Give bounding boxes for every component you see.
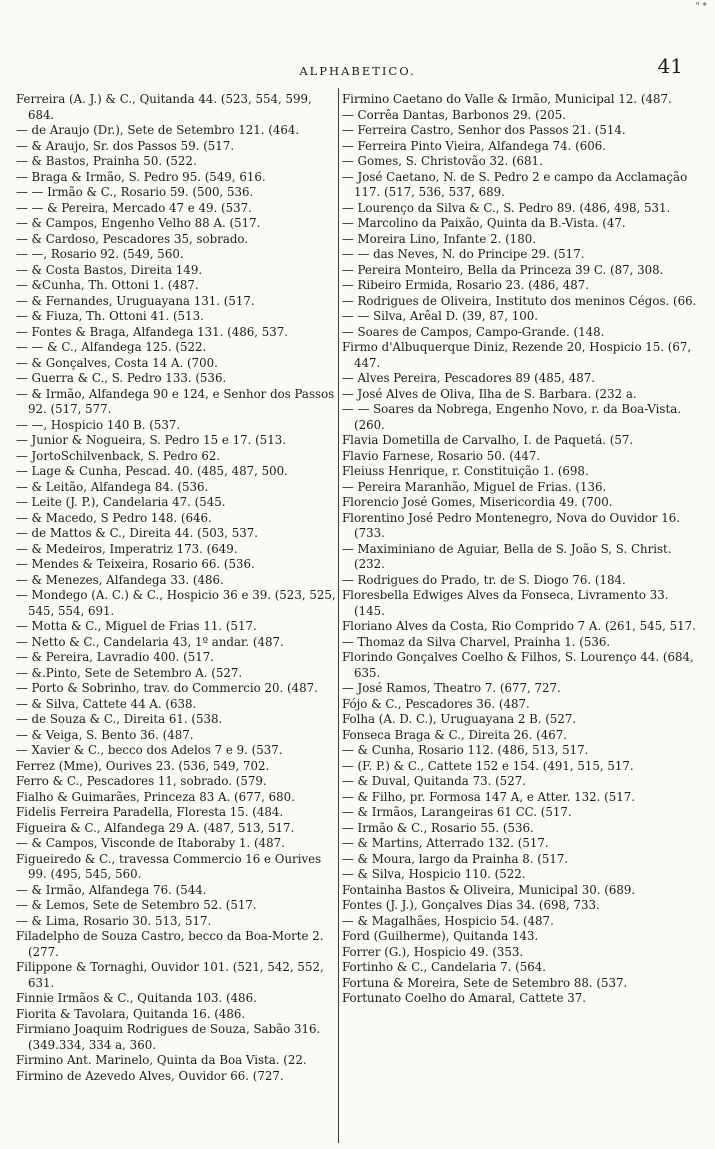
directory-entry: — & Macedo, S Pedro 148. (646.: [16, 510, 212, 525]
directory-entry: — Braga & Irmão, S. Pedro 95. (549, 616.: [16, 169, 266, 184]
directory-entry: — Netto & C., Candelaria 43, 1º andar. (487.: [16, 634, 284, 649]
directory-entry: — — Irmão & C., Rosario 59. (500, 536.: [16, 185, 254, 199]
page-header: [0, 54, 715, 82]
directory-entry: — Moreira Lino, Infante 2. (180.: [342, 231, 536, 246]
directory-entry: — Soares de Campos, Campo-Grande. (148.: [342, 324, 605, 339]
directory-entry: — Mendes & Teixeira, Rosario 66. (536.: [16, 557, 255, 571]
directory-entry: Ford (Guilherme), Quitanda 143.: [342, 929, 539, 943]
directory-entry: Figueiredo & C., travessa Commercio 16 e Ourives 99. (495, 545, 560.: [16, 851, 322, 881]
directory-entry: — de Mattos & C., Direita 44. (503, 537.: [16, 526, 258, 540]
directory-entry: — & Campos, Engenho Velho 88 A. (517.: [16, 216, 261, 230]
directory-entry: — & Irmãos, Larangeiras 61 CC. (517.: [342, 805, 572, 819]
directory-entry: — & Leitão, Alfandega 84. (536.: [16, 479, 209, 494]
left-column: [16, 92, 336, 1144]
directory-entry: Ferreira (A. J.) & C., Quitanda 44. (523, 554, 599, 684.: [16, 92, 312, 122]
directory-entry: Fontainha Bastos & Oliveira, Municipal 30. (689.: [342, 882, 636, 897]
directory-entry: Flavio Farnese, Rosario 50. (447.: [342, 448, 541, 463]
directory-entry: — José Caetano, N. de S. Pedro 2 e campo da Acclamação 117. (517, 536, 537, 689.: [342, 169, 688, 199]
directory-entry: Fortunato Coelho do Amaral, Cattete 37.: [342, 991, 587, 1005]
directory-entry: — Gomes, S. Christovão 32. (681.: [342, 154, 543, 168]
page-title: ALPHABETICO.: [299, 64, 416, 78]
directory-entry: — Ferreira Pinto Vieira, Alfandega 74. (606.: [342, 138, 606, 153]
directory-entry: — Rodrigues de Oliveira, Instituto dos meninos Cégos. (66.: [342, 293, 697, 308]
directory-entry: — & Medeiros, Imperatriz 173. (649.: [16, 541, 238, 556]
directory-entry: — &Cunha, Th. Ottoni 1. (487.: [16, 278, 199, 292]
directory-entry: Ferro & C., Pescadores 11, sobrado. (579.: [16, 774, 267, 788]
directory-entry: Florentino José Pedro Montenegro, Nova do Ouvidor 16. (733.: [342, 510, 680, 540]
directory-entry: — Pereira Maranhão, Miguel de Frias. (136.: [342, 479, 607, 494]
directory-entry: Flavia Dometilla de Carvalho, I. de Paquetá. (57.: [342, 433, 634, 447]
directory-entry: — — das Neves, N. do Principe 29. (517.: [342, 247, 585, 261]
directory-entry: Folha (A. D. C.), Uruguayana 2 B. (527.: [342, 712, 577, 726]
directory-entry: — & Lemos, Sete de Setembro 52. (517.: [16, 898, 257, 912]
directory-entry: — Ribeiro Ermida, Rosario 23. (486, 487.: [342, 278, 590, 292]
directory-entry: Fortuna & Moreira, Sete de Setembro 88. (537.: [342, 975, 628, 990]
directory-entry: — — Soares da Nobrega, Engenho Novo, r. da Boa-Vista. (260.: [342, 402, 682, 432]
directory-entry: Figueira & C., Alfandega 29 A. (487, 513, 517.: [16, 820, 295, 835]
directory-entry: — & Moura, largo da Prainha 8. (517.: [342, 851, 569, 866]
column-divider: [338, 88, 339, 1143]
directory-entry: — JortoSchilvenback, S. Pedro 62.: [16, 448, 221, 463]
directory-entry: — & Bastos, Prainha 50. (522.: [16, 154, 197, 168]
directory-entry: — — & Pereira, Mercado 47 e 49. (537.: [16, 200, 252, 215]
directory-entry: Ferrez (Mme), Ourives 23. (536, 549, 702.: [16, 758, 270, 773]
directory-entry: — Mondego (A. C.) & C., Hospicio 36 e 39. (523, 525, 545, 554, 691.: [16, 588, 336, 618]
directory-entry: — Xavier & C., becco dos Adelos 7 e 9. (537.: [16, 743, 283, 757]
directory-entry: Firmino Caetano do Valle & Irmão, Municipal 12. (487.: [342, 92, 672, 106]
directory-entry: Filippone & Tornaghi, Ouvidor 101. (521, 542, 552, 631.: [16, 960, 324, 990]
directory-entry: — & Silva, Hospicio 110. (522.: [342, 867, 526, 881]
directory-entry: — Leite (J. P.), Candelaria 47. (545.: [16, 495, 226, 509]
directory-entry: — & Costa Bastos, Direita 149.: [16, 262, 203, 277]
directory-entry: — José Ramos, Theatro 7. (677, 727.: [342, 681, 561, 695]
directory-entry: — José Alves de Oliva, Ilha de S. Barbara. (232 a.: [342, 386, 637, 401]
directory-entry: — & Duval, Quitanda 73. (527.: [342, 774, 526, 788]
directory-entry: — Lage & Cunha, Pescad. 40. (485, 487, 500.: [16, 464, 288, 478]
directory-entry: — Motta & C., Miguel de Frias 11. (517.: [16, 619, 257, 633]
directory-entry: Florencio José Gomes, Misericordia 49. (700.: [342, 495, 613, 509]
directory-entry: — Fontes & Braga, Alfandega 131. (486, 537.: [16, 324, 289, 339]
directory-entry: — & Cardoso, Pescadores 35, sobrado.: [16, 231, 249, 246]
directory-entry: Floriano Alves da Costa, Rio Comprido 7 A. (261, 545, 517.: [342, 619, 696, 633]
directory-entry: Fleiuss Henrique, r. Constituição 1. (698.: [342, 464, 589, 478]
directory-entry: — Lourenço da Silva & C., S. Pedro 89. (486, 498, 531.: [342, 200, 671, 215]
directory-entry: — & Cunha, Rosario 112. (486, 513, 517.: [342, 743, 589, 757]
directory-entry: — & Magalhães, Hospicio 54. (487.: [342, 913, 554, 928]
directory-entry: — & Araujo, Sr. dos Passos 59. (517.: [16, 138, 235, 153]
directory-entry: — & Silva, Cattete 44 A. (638.: [16, 696, 197, 711]
directory-entry: — & Veiga, S. Bento 36. (487.: [16, 727, 194, 742]
directory-entry: Forrer (G.), Hospicio 49. (353.: [342, 944, 524, 959]
directory-entry: Fiorita & Tavolara, Quitanda 16. (486.: [16, 1006, 246, 1021]
directory-entry: — — & C., Alfandega 125. (522.: [16, 340, 207, 354]
directory-entry: — Guerra & C., S. Pedro 133. (536.: [16, 371, 227, 385]
directory-entry: — Marcolino da Paixão, Quinta da B.-Vista. (47.: [342, 216, 626, 230]
directory-entry: — —, Rosario 92. (549, 560.: [16, 247, 184, 261]
directory-entry: — & Fernandes, Uruguayana 131. (517.: [16, 293, 255, 308]
directory-entry: Fójo & C., Pescadores 36. (487.: [342, 696, 530, 711]
directory-entry: — Ferreira Castro, Senhor dos Passos 21. (514.: [342, 123, 626, 137]
directory-entry: — & Gonçalves, Costa 14 A. (700.: [16, 355, 218, 370]
directory-entry: Firmino de Azevedo Alves, Ouvidor 66. (727.: [16, 1068, 284, 1083]
directory-entry: — & Filho, pr. Formosa 147 A, e Atter. 132. (517.: [342, 789, 636, 804]
directory-entry: — Pereira Monteiro, Bella da Princeza 39 C. (87, 308.: [342, 262, 664, 277]
directory-entry: — —, Hospicio 140 B. (537.: [16, 417, 181, 432]
directory-entry: — — Silva, Arêal D. (39, 87, 100.: [342, 309, 539, 323]
directory-entry: — Thomaz da Silva Charvel, Prainha 1. (536.: [342, 634, 611, 649]
directory-entry: Firmo d'Albuquerque Diniz, Rezende 20, Hospicio 15. (67, 447.: [342, 340, 692, 370]
directory-entry: — Irmão & C., Rosario 55. (536.: [342, 820, 534, 835]
directory-entry: — Junior & Nogueira, S. Pedro 15 e 17. (513.: [16, 433, 286, 447]
directory-entry: Fidelis Ferreira Paradella, Floresta 15. (484.: [16, 805, 284, 819]
directory-entry: — &.Pinto, Sete de Setembro A. (527.: [16, 665, 243, 680]
directory-entry: — & Campos, Visconde de Itaboraby 1. (487.: [16, 836, 285, 850]
page-number: 41: [657, 54, 683, 78]
directory-entry: Filadelpho de Souza Castro, becco da Boa-Morte 2. (277.: [16, 929, 324, 959]
directory-entry: Floresbella Edwiges Alves da Fonseca, Livramento 33. (145.: [342, 588, 669, 618]
directory-entry: Fortinho & C., Candelaria 7. (564.: [342, 960, 547, 974]
right-column: [342, 92, 702, 1144]
directory-entry: Firmiano Joaquim Rodrigues de Souza, Sabão 316. (349.334, 334 a, 360.: [16, 1022, 321, 1052]
directory-entry: — Rodrigues do Prado, tr. de S. Diogo 76. (184.: [342, 572, 626, 587]
directory-entry: — de Araujo (Dr.), Sete de Setembro 121. (464.: [16, 123, 300, 137]
directory-entry: — & Lima, Rosario 30. 513, 517.: [16, 913, 212, 928]
directory-entry: — Corrêa Dantas, Barbonos 29. (205.: [342, 107, 567, 122]
directory-entry: — Maximiniano de Aguiar, Bella de S. João S, S. Christ. (232.: [342, 541, 672, 571]
directory-entry: — (F. P.) & C., Cattete 152 e 154. (491, 515, 517.: [342, 758, 634, 773]
directory-entry: — & Pereira, Lavradio 400. (517.: [16, 650, 215, 664]
directory-entry: — & Fiuza, Th. Ottoni 41. (513.: [16, 309, 204, 323]
directory-entry: — & Irmão, Alfandega 76. (544.: [16, 882, 207, 897]
directory-entry: — de Souza & C., Direita 61. (538.: [16, 712, 223, 726]
directory-entry: Finnie Irmãos & C., Quitanda 103. (486.: [16, 991, 257, 1005]
directory-entry: Firmino Ant. Marinelo, Quinta da Boa Vista. (22.: [16, 1053, 307, 1067]
directory-entry: — Alves Pereira, Pescadores 89 (485, 487.: [342, 371, 596, 385]
directory-entry: — & Martins, Atterrado 132. (517.: [342, 836, 549, 850]
directory-entry: Fialho & Guimarães, Princeza 83 A. (677, 680.: [16, 789, 295, 804]
directory-entry: — & Menezes, Alfandega 33. (486.: [16, 572, 224, 587]
directory-entry: Florindo Gonçalves Coelho & Filhos, S. Lourenço 44. (684, 635.: [342, 650, 694, 680]
directory-entry: Fonseca Braga & C., Direita 26. (467.: [342, 727, 567, 742]
directory-entry: — Porto & Sobrinho, trav. do Commercio 20. (487.: [16, 681, 318, 695]
corner-mark: " *: [695, 2, 707, 12]
directory-entry: Fontes (J. J.), Gonçalves Dias 34. (698, 733.: [342, 898, 600, 912]
directory-entry: — & Irmão, Alfandega 90 e 124, e Senhor dos Passos 92. (517, 577.: [16, 386, 335, 416]
